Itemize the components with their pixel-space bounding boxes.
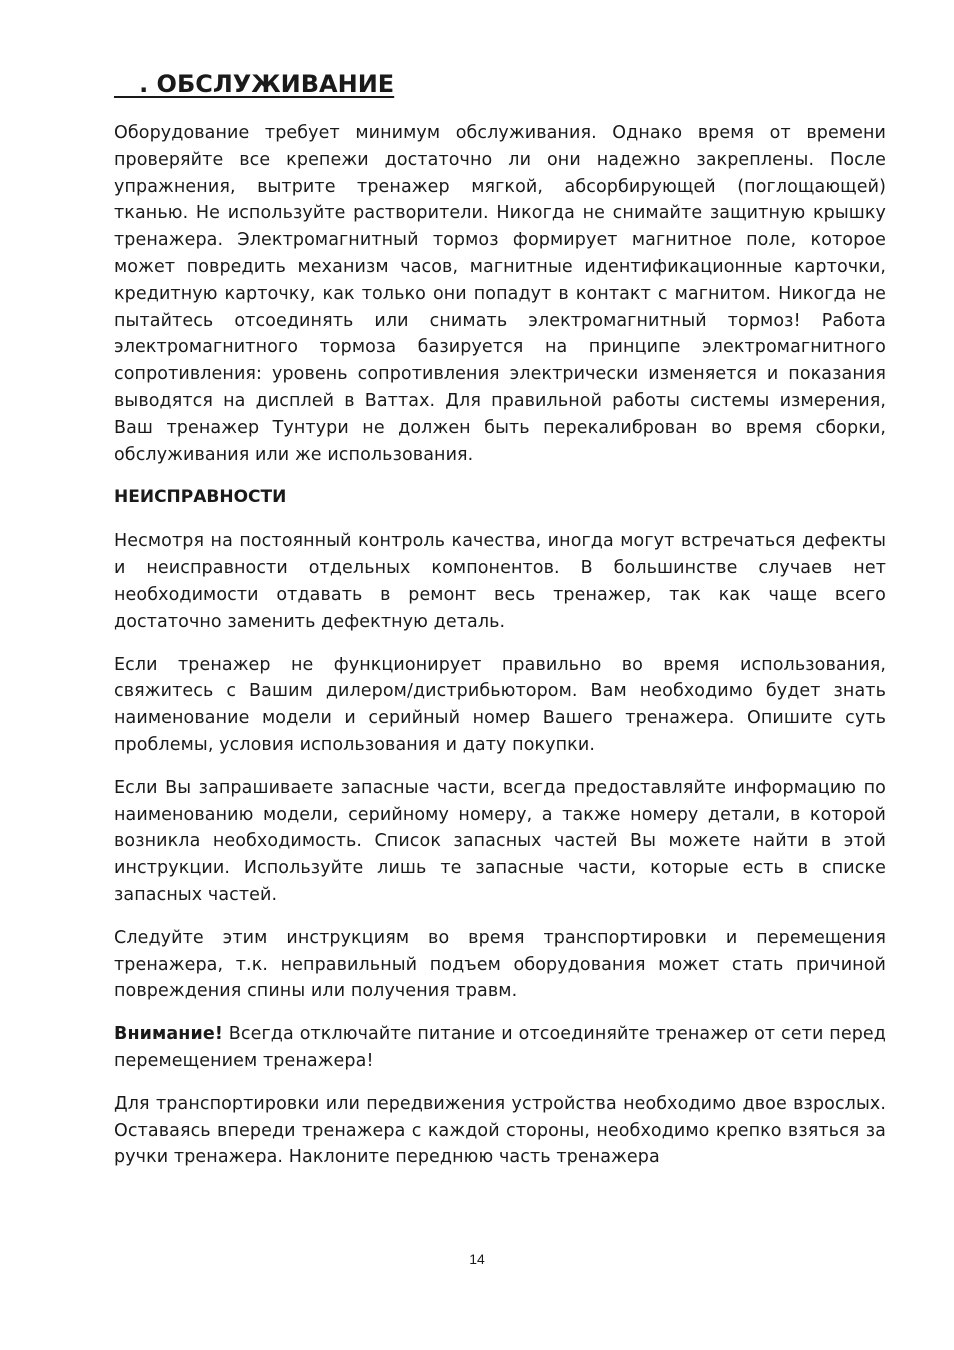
page-number: 14	[469, 1251, 485, 1267]
warning-label: Внимание!	[114, 1024, 223, 1045]
maintenance-paragraph: Оборудование требует минимум обслуживания. Однако время от времени проверяйте все крепежи достаточно ли они надежно закреплены. После упражнения, вытрите тренажер мягкой, абсорбирующей (поглощающей) тканью. Не используйте растворители. Никогда не снимайте защитную крышку тренажера. Электромагнитный тормоз формирует магнитное поле, которое может повредить механизм часов, магнитные идентификационные карточки, кредитную карточку, как только они попадут в контакт с магнитом. Никогда не пытайтесь отсоединять или снимать электромагнитный тормоз! Работа электромагнитного тормоза базируется на принципе электромагнитного сопротивления: уровень сопротивления электрически изменяется и показания выводятся на дисплей в Ваттах. Для правильной работы системы измерения, Ваш тренажер Тунтури не должен быть перекалиброван во время сборки, обслуживания или же использования.	[114, 123, 886, 465]
faults-paragraph-4: Следуйте этим инструкциям во время транспортировки и перемещения тренажера, т.к. неправильный подъем оборудования может стать причиной повреждения спины или получения травм.	[114, 927, 886, 1002]
warning-paragraph	[114, 1021, 886, 1075]
section-title: . ОБСЛУЖИВАНИЕ	[114, 70, 395, 98]
faults-paragraph-2: Если тренажер не функционирует правильно во время использования, свяжитесь с Вашим дилером/дистрибьютором. Вам необходимо будет знать наименование модели и серийный номер Вашего тренажера. Опишите суть проблемы, условия использования и дату покупки.	[114, 654, 886, 755]
faults-paragraph-5: Для транспортировки или передвижения устройства необходимо двое взрослых. Оставаясь впереди тренажера с каждой стороны, необходимо крепко взяться за ручки тренажера. Наклоните переднюю часть тренажера	[114, 1093, 886, 1168]
faults-heading: НЕИСПРАВНОСТИ	[114, 487, 287, 508]
document-page	[114, 66, 886, 1171]
faults-paragraph-1: Несмотря на постоянный контроль качества, иногда могут встречаться дефекты и неисправности отдельных компонентов. В большинстве случаев нет необходимости отдавать в ремонт весь тренажер, так как чаще всего достаточно заменить дефектную деталь.	[114, 531, 886, 632]
warning-text: Всегда отключайте питание и отсоединяйте тренажер от сети перед перемещением тренажера!	[114, 1024, 886, 1071]
faults-paragraph-3: Если Вы запрашиваете запасные части, всегда предоставляйте информацию по наименованию модели, серийному номеру, а также номеру детали, в которой возникла необходимость. Список запасных частей Вы можете найти в этой инструкции. Используйте лишь те запасные части, которые есть в списке запасных частей.	[114, 777, 886, 905]
